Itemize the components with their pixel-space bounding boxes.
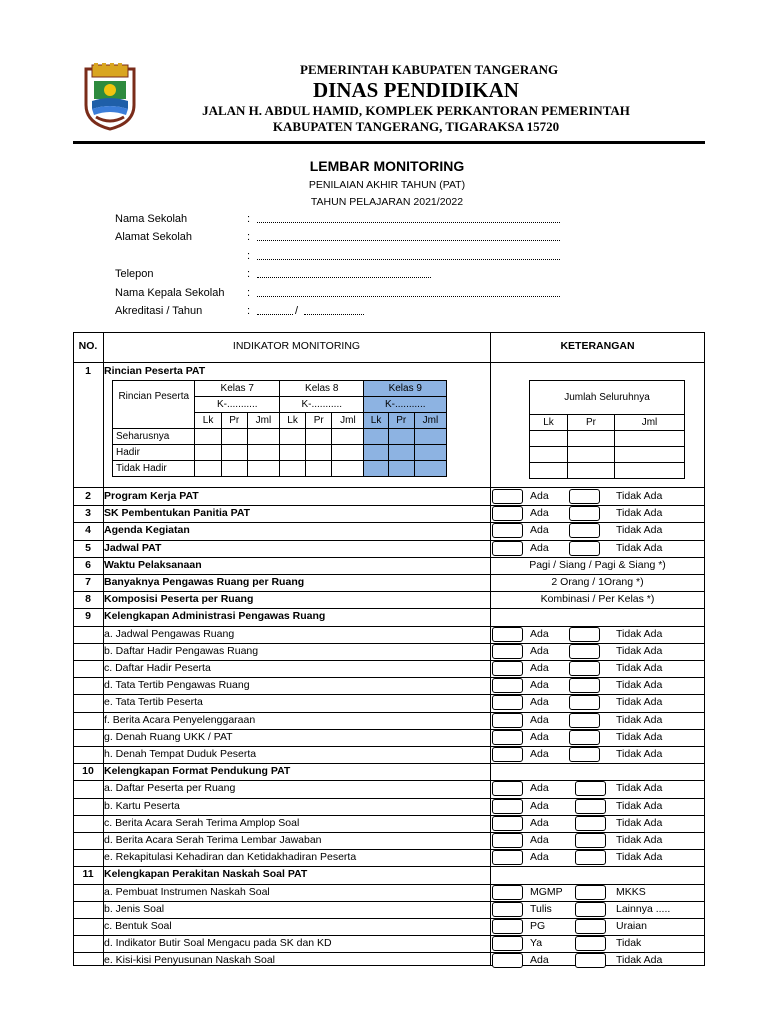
- checkbox-b[interactable]: [569, 747, 600, 762]
- option-b-label: Tidak Ada: [616, 731, 663, 743]
- option-b-label: Tidak Ada: [616, 490, 663, 502]
- checkbox-a[interactable]: [492, 747, 523, 762]
- row-divider: [73, 918, 705, 919]
- input-cell[interactable]: [332, 445, 364, 461]
- input-cell[interactable]: [306, 445, 332, 461]
- sub-item-label: g. Denah Ruang UKK / PAT: [104, 731, 233, 743]
- pr-header: Pr: [568, 415, 615, 431]
- row-number: 6: [85, 558, 91, 571]
- checkbox-b[interactable]: [575, 816, 606, 831]
- row-number: 11: [82, 868, 94, 880]
- sub-item-label: a. Daftar Peserta per Ruang: [104, 782, 236, 794]
- option-b-label: Tidak Ada: [616, 954, 663, 966]
- option-a-label: Ada: [530, 645, 549, 657]
- row-divider: [73, 935, 705, 936]
- checkbox-b[interactable]: [575, 781, 606, 796]
- telepon-field[interactable]: [257, 277, 431, 278]
- input-cell[interactable]: [414, 429, 446, 445]
- jml-header: Jml: [247, 413, 279, 429]
- pr-header: Pr: [221, 413, 247, 429]
- row-divider: [73, 901, 705, 902]
- input-cell[interactable]: [388, 429, 414, 445]
- option-a-label: Ada: [530, 696, 549, 708]
- option-b-label: Tidak Ada: [616, 662, 663, 674]
- col-header-no: NO.: [78, 340, 98, 352]
- option-b-label: Tidak Ada: [616, 645, 663, 657]
- checkbox-b[interactable]: [575, 833, 606, 848]
- lk-header: Lk: [279, 413, 305, 429]
- input-cell[interactable]: [568, 463, 615, 479]
- input-cell[interactable]: [306, 461, 332, 477]
- row-label: Jadwal PAT: [104, 541, 162, 554]
- sub-item-label: d. Tata Tertib Pengawas Ruang: [104, 679, 250, 691]
- row-divider: [73, 608, 705, 609]
- checkbox-a[interactable]: [492, 885, 523, 900]
- checkbox-b[interactable]: [575, 885, 606, 900]
- input-cell[interactable]: [615, 447, 685, 463]
- alamat-sekolah-field-2[interactable]: [257, 259, 560, 260]
- label-telepon: Telepon: [115, 268, 154, 280]
- input-cell[interactable]: [221, 461, 247, 477]
- input-cell[interactable]: [332, 429, 364, 445]
- input-cell[interactable]: [530, 431, 568, 447]
- rincian-peserta-text: Rincian Peserta: [118, 391, 190, 403]
- option-a-label: Ya: [530, 937, 543, 949]
- nama-sekolah-field[interactable]: [257, 222, 560, 223]
- lk-header: Lk: [530, 415, 568, 431]
- row-label: Banyaknya Pengawas Ruang per Ruang: [104, 576, 305, 588]
- checkbox-a[interactable]: [492, 730, 523, 745]
- row-label: Rincian Peserta PAT: [104, 365, 206, 377]
- row-number: 7: [85, 576, 91, 588]
- checkbox-a[interactable]: [492, 541, 523, 556]
- input-cell[interactable]: [568, 431, 615, 447]
- sub-item-label: c. Bentuk Soal: [104, 920, 172, 932]
- checkbox-b[interactable]: [575, 850, 606, 865]
- kelas9-k[interactable]: K-...........: [364, 397, 447, 413]
- row-divider: [73, 677, 705, 678]
- header-line2: DINAS PENDIDIKAN: [313, 78, 519, 102]
- option-b-label: Tidak Ada: [616, 800, 663, 812]
- row-divider: [73, 884, 705, 885]
- colon: :: [247, 305, 251, 317]
- option-a-label: MGMP: [530, 886, 563, 898]
- checkbox-a[interactable]: [492, 953, 523, 968]
- sub-item-label: e. Kisi-kisi Penyusunan Naskah Soal: [104, 954, 276, 966]
- option-b-label: Uraian: [616, 920, 647, 932]
- col-header-keterangan: KETERANGAN: [560, 340, 635, 352]
- row-divider: [73, 952, 705, 953]
- kelas8-header: Kelas 8: [279, 381, 364, 397]
- option-b-label: Tidak Ada: [616, 834, 663, 846]
- checkbox-a[interactable]: [492, 661, 523, 676]
- sub-item-label: b. Daftar Hadir Pengawas Ruang: [104, 645, 259, 657]
- option-b-label: Tidak Ada: [616, 714, 663, 726]
- row-label: Program Kerja PAT: [104, 490, 199, 502]
- option-b-label: Tidak Ada: [616, 541, 663, 554]
- sub-item-label: c. Berita Acara Serah Terima Amplop Soal: [104, 817, 300, 829]
- input-cell[interactable]: [279, 429, 305, 445]
- row-divider: [73, 849, 705, 850]
- option-a-label: Ada: [530, 490, 549, 502]
- row-number: 2: [85, 490, 91, 502]
- input-cell[interactable]: [332, 461, 364, 477]
- input-cell[interactable]: [221, 429, 247, 445]
- label-kepala-sekolah: Nama Kepala Sekolah: [115, 287, 225, 299]
- option-b-label: Tidak Ada: [616, 628, 663, 640]
- sub-item-label: d. Indikator Butir Soal Mengacu pada SK dan KD: [104, 937, 332, 949]
- row-label: Waktu Pelaksanaan: [104, 558, 202, 571]
- kelas7-k[interactable]: K-...........: [195, 397, 280, 413]
- row-divider: [73, 832, 705, 833]
- option-text: Kombinasi / Per Kelas *): [540, 593, 655, 606]
- row-divider: [73, 694, 705, 695]
- option-b-label: Tidak Ada: [616, 782, 663, 794]
- input-cell[interactable]: [247, 461, 279, 477]
- option-a-label: Ada: [530, 628, 549, 640]
- row-label: Agenda Kegiatan: [104, 524, 190, 537]
- row-divider: [73, 798, 705, 799]
- input-cell[interactable]: [195, 429, 221, 445]
- checkbox-b[interactable]: [569, 489, 600, 504]
- option-a-label: PG: [530, 920, 546, 932]
- checkbox-b[interactable]: [569, 644, 600, 659]
- input-cell[interactable]: [530, 447, 568, 463]
- checkbox-b[interactable]: [575, 902, 606, 917]
- input-cell[interactable]: [247, 445, 279, 461]
- row-label: Komposisi Peserta per Ruang: [104, 593, 254, 606]
- option-a-label: Ada: [530, 731, 549, 743]
- input-cell[interactable]: [364, 445, 388, 461]
- option-b-label: Tidak Ada: [616, 817, 663, 829]
- input-cell[interactable]: [279, 445, 305, 461]
- input-cell[interactable]: [364, 461, 388, 477]
- checkbox-b[interactable]: [569, 541, 600, 556]
- option-a-label: Ada: [530, 524, 549, 537]
- colon: :: [247, 287, 251, 299]
- colon: :: [247, 231, 251, 243]
- sub-item-label: c. Daftar Hadir Peserta: [104, 662, 211, 674]
- input-cell[interactable]: [615, 431, 685, 447]
- input-cell[interactable]: [364, 429, 388, 445]
- option-a-label: Ada: [530, 662, 549, 674]
- input-cell[interactable]: [306, 429, 332, 445]
- checkbox-b[interactable]: [569, 713, 600, 728]
- checkbox-a[interactable]: [492, 850, 523, 865]
- checkbox-b[interactable]: [575, 919, 606, 934]
- input-cell[interactable]: [221, 445, 247, 461]
- row-divider: [73, 540, 705, 541]
- option-b-label: Tidak Ada: [616, 679, 663, 691]
- peserta-grid: [112, 380, 447, 477]
- input-cell[interactable]: [388, 445, 414, 461]
- jml-header: Jml: [615, 415, 685, 431]
- checkbox-a[interactable]: [492, 936, 523, 951]
- row-label: Kelengkapan Administrasi Pengawas Ruang: [104, 610, 326, 623]
- row-label: Kelengkapan Format Pendukung PAT: [104, 765, 291, 777]
- option-a-label: Ada: [530, 541, 549, 554]
- option-a-label: Ada: [530, 782, 549, 794]
- option-a-label: Ada: [530, 954, 549, 966]
- document-subtitle-1: PENILAIAN AKHIR TAHUN (PAT): [308, 179, 466, 191]
- checkbox-a[interactable]: [492, 489, 523, 504]
- option-b-label: Tidak Ada: [616, 851, 663, 863]
- input-cell[interactable]: [530, 463, 568, 479]
- kelas9-header: Kelas 9: [364, 381, 447, 397]
- checkbox-a[interactable]: [492, 627, 523, 642]
- row-number: 5: [85, 541, 91, 554]
- input-cell[interactable]: [388, 461, 414, 477]
- sub-item-label: a. Pembuat Instrumen Naskah Soal: [104, 886, 270, 898]
- input-cell[interactable]: [279, 461, 305, 477]
- input-cell[interactable]: [414, 461, 446, 477]
- colon: :: [247, 213, 251, 225]
- sub-item-label: b. Jenis Soal: [104, 903, 165, 915]
- sub-item-label: a. Jadwal Pengawas Ruang: [104, 628, 235, 640]
- checkbox-a[interactable]: [492, 695, 523, 710]
- checkbox-a[interactable]: [492, 833, 523, 848]
- sub-item-label: h. Denah Tempat Duduk Peserta: [104, 748, 257, 760]
- sub-item-label: e. Rekapitulasi Kehadiran dan Ketidakhadiran Peserta: [104, 851, 357, 863]
- label-akreditasi: Akreditasi / Tahun: [115, 305, 203, 317]
- option-b-label: MKKS: [616, 886, 646, 898]
- checkbox-b[interactable]: [575, 936, 606, 951]
- row-number: 4: [85, 524, 91, 537]
- checkbox-a[interactable]: [492, 781, 523, 796]
- checkbox-b[interactable]: [569, 627, 600, 642]
- kepala-sekolah-field[interactable]: [257, 296, 560, 297]
- header-line4: KABUPATEN TANGERANG, TIGARAKSA 15720: [272, 119, 560, 134]
- row-divider: [73, 866, 705, 867]
- sub-item-label: e. Tata Tertib Peserta: [104, 696, 203, 708]
- label-nama-sekolah: Nama Sekolah: [115, 213, 188, 225]
- row-label: Kelengkapan Perakitan Naskah Soal PAT: [104, 868, 308, 880]
- row-divider: [73, 712, 705, 713]
- header-line3: JALAN H. ABDUL HAMID, KOMPLEK PERKANTORAN PEMERINTAH: [202, 103, 630, 118]
- option-b-label: Tidak: [616, 937, 642, 949]
- option-a-label: Ada: [530, 851, 549, 863]
- option-b-label: Tidak Ada: [616, 696, 663, 708]
- checkbox-b[interactable]: [569, 661, 600, 676]
- option-a-label: Ada: [530, 714, 549, 726]
- row-divider: [73, 487, 705, 488]
- row-divider: [73, 660, 705, 661]
- sub-item-label: d. Berita Acara Serah Terima Lembar Jawaban: [104, 834, 322, 846]
- alamat-sekolah-field[interactable]: [257, 240, 560, 241]
- kabupaten-tangerang-logo: [82, 63, 138, 131]
- option-a-label: Ada: [530, 507, 549, 520]
- checkbox-a[interactable]: [492, 523, 523, 538]
- option-a-label: Tulis: [530, 903, 552, 915]
- document-subtitle-2: TAHUN PELAJARAN 2021/2022: [310, 196, 464, 208]
- checkbox-a[interactable]: [492, 644, 523, 659]
- tahun-field[interactable]: [304, 314, 364, 315]
- row-seharusnya: Seharusnya: [113, 429, 195, 445]
- sub-item-label: b. Kartu Peserta: [104, 800, 180, 812]
- row-divider: [73, 643, 705, 644]
- row-number: 8: [85, 593, 91, 606]
- option-b-label: Tidak Ada: [616, 507, 663, 520]
- row-divider: [73, 746, 705, 747]
- pr-header: Pr: [388, 413, 414, 429]
- option-a-label: Ada: [530, 800, 549, 812]
- checkbox-a[interactable]: [492, 816, 523, 831]
- akreditasi-field[interactable]: [257, 314, 293, 315]
- rincian-peserta-label: [113, 381, 195, 413]
- row-divider: [73, 780, 705, 781]
- slash: /: [295, 305, 299, 317]
- checkbox-b[interactable]: [569, 523, 600, 538]
- row-divider: [73, 505, 705, 506]
- option-a-label: Ada: [530, 834, 549, 846]
- input-cell[interactable]: [195, 461, 221, 477]
- row-number: 9: [85, 610, 91, 623]
- checkbox-a[interactable]: [492, 506, 523, 521]
- jumlah-seluruhnya-header: Jumlah Seluruhnya: [530, 381, 685, 415]
- colon: :: [247, 268, 251, 280]
- input-cell[interactable]: [568, 447, 615, 463]
- header-line1: PEMERINTAH KABUPATEN TANGERANG: [300, 62, 559, 77]
- colon: :: [247, 250, 251, 262]
- col-header-indikator: INDIKATOR MONITORING: [232, 340, 361, 352]
- header-rule: [73, 141, 705, 144]
- row-divider: [73, 729, 705, 730]
- lk-header: Lk: [195, 413, 221, 429]
- row-number: 1: [85, 365, 91, 377]
- checkbox-b[interactable]: [569, 506, 600, 521]
- checkbox-b[interactable]: [569, 678, 600, 693]
- kelas8-k[interactable]: K-...........: [279, 397, 364, 413]
- jml-header: Jml: [332, 413, 364, 429]
- row-divider: [73, 763, 705, 764]
- checkbox-a[interactable]: [492, 678, 523, 693]
- header-row-divider: [73, 362, 705, 363]
- checkbox-a[interactable]: [492, 713, 523, 728]
- pr-header: Pr: [306, 413, 332, 429]
- label-alamat-sekolah: Alamat Sekolah: [115, 231, 193, 243]
- option-b-label: Tidak Ada: [616, 524, 663, 537]
- option-b-label: Lainnya .....: [616, 903, 671, 915]
- checkbox-b[interactable]: [569, 695, 600, 710]
- row-number: 10: [82, 765, 94, 777]
- input-cell[interactable]: [414, 445, 446, 461]
- option-b-label: Tidak Ada: [616, 748, 663, 760]
- row-tidak-hadir: Tidak Hadir: [113, 461, 195, 477]
- row-label: SK Pembentukan Panitia PAT: [104, 507, 251, 520]
- row-divider: [73, 815, 705, 816]
- row-divider: [73, 574, 705, 575]
- lk-header: Lk: [364, 413, 388, 429]
- sub-item-label: f. Berita Acara Penyelenggaraan: [104, 714, 256, 726]
- row-divider: [73, 626, 705, 627]
- kelas7-header: Kelas 7: [195, 381, 280, 397]
- option-text: 2 Orang / 1Orang *): [551, 576, 644, 588]
- checkbox-a[interactable]: [492, 919, 523, 934]
- input-cell[interactable]: [195, 445, 221, 461]
- blank-cell: [113, 413, 195, 429]
- option-a-label: Ada: [530, 679, 549, 691]
- row-number: 3: [85, 507, 91, 520]
- row-divider: [73, 522, 705, 523]
- row-divider: [73, 591, 705, 592]
- option-a-label: Ada: [530, 748, 549, 760]
- jumlah-grid: [529, 380, 685, 479]
- checkbox-a[interactable]: [492, 799, 523, 814]
- checkbox-b[interactable]: [569, 730, 600, 745]
- option-a-label: Ada: [530, 817, 549, 829]
- input-cell[interactable]: [615, 463, 685, 479]
- document-title: LEMBAR MONITORING: [309, 158, 465, 174]
- row-hadir: Hadir: [113, 445, 195, 461]
- jml-header: Jml: [414, 413, 446, 429]
- col-divider: [490, 332, 491, 966]
- checkbox-b[interactable]: [575, 799, 606, 814]
- checkbox-a[interactable]: [492, 902, 523, 917]
- checkbox-b[interactable]: [575, 953, 606, 968]
- input-cell[interactable]: [247, 429, 279, 445]
- option-text: Pagi / Siang / Pagi & Siang *): [529, 558, 666, 571]
